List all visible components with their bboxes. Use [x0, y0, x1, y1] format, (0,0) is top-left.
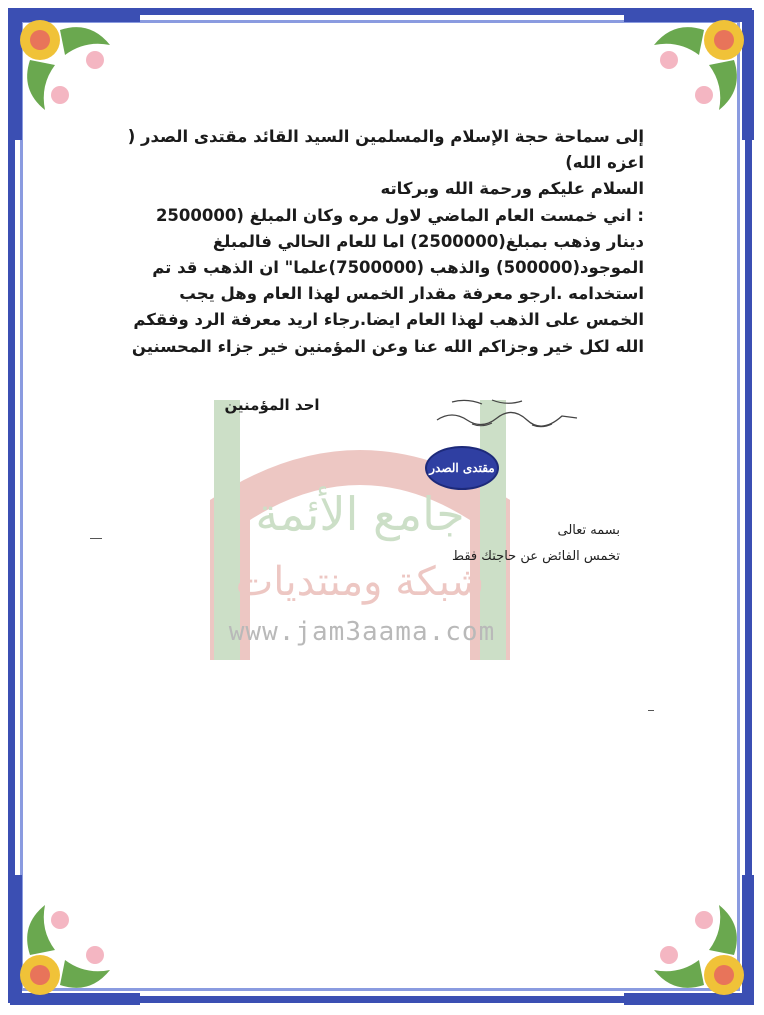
letter-signature: احد المؤمنين	[224, 396, 320, 414]
letter-line: : اني خمست العام الماضي لاول مره وكان المبلغ (2500000	[155, 205, 644, 225]
letter-line: اعزه الله)	[565, 153, 644, 173]
letter-line: الموجود(500000) والذهب (7500000)علما" ان الذهب قد تم	[152, 258, 644, 278]
reply-answer: تخمس الفائض عن حاجتك فقط	[452, 549, 620, 564]
reply-heading: بسمه تعالى	[557, 523, 620, 538]
handwritten-note	[432, 396, 582, 432]
watermark-subtitle: شبكة ومنتديات	[235, 559, 485, 605]
corner-ornament	[614, 865, 764, 1015]
seal-text: مقتدى الصدر	[429, 461, 495, 475]
watermark-title: جامع الأئمة	[255, 487, 465, 541]
letter-body	[120, 124, 644, 360]
official-seal	[425, 446, 499, 490]
divider	[648, 710, 654, 711]
letter-line: دينار وذهب بمبلغ(2500000) اما للعام الحالي فالمبلغ	[212, 231, 644, 251]
watermark-url: www.jam3aama.com	[228, 617, 496, 647]
letter-line: الخمس على الذهب لهذا العام ايضا.رجاء اريد معرفة الرد وفقكم	[133, 310, 644, 330]
letter-line: إلى سماحة حجة الإسلام والمسلمين السيد القائد مقتدى الصدر (	[127, 127, 644, 146]
letter-line: استخدامه .ارجو معرفة مقدار الخمس لهذا العام وهل يجب	[179, 284, 644, 304]
corner-ornament	[0, 865, 150, 1015]
letter-line: الله لكل خير وجزاكم الله عنا وعن المؤمنين خير جزاء المحسنين	[131, 336, 644, 356]
divider	[90, 538, 102, 539]
letter-line: السلام عليكم ورحمة الله وبركاته	[380, 179, 644, 199]
